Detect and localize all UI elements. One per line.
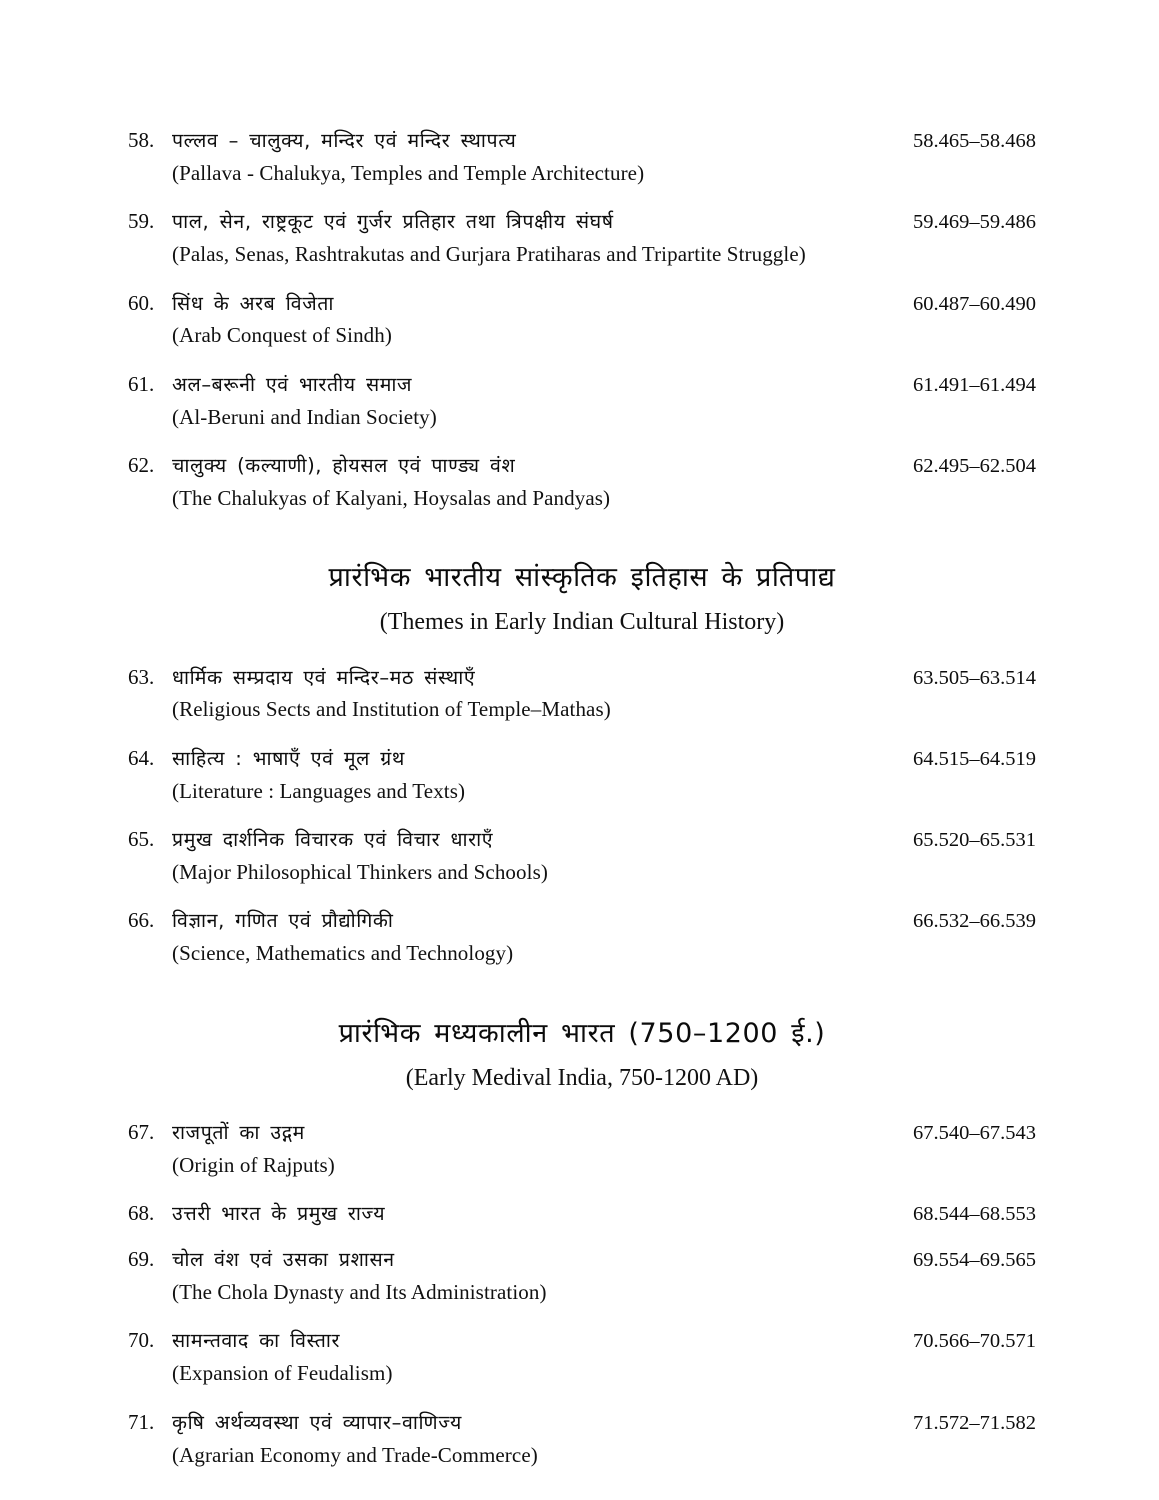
toc-entry[interactable] <box>128 827 1036 886</box>
toc-entry-title-hindi: पल्लव – चालुक्य, मन्दिर एवं मन्दिर स्थापत्य <box>172 129 517 152</box>
toc-entry-row <box>128 665 1036 724</box>
toc-entry[interactable] <box>128 453 1036 512</box>
toc-entry-title-english: (Palas, Senas, Rashtrakutas and Gurjara Pratiharas and Tripartite Struggle) <box>172 242 806 267</box>
toc-entry-title-english: (Al-Beruni and Indian Society) <box>172 404 437 429</box>
toc-entry-body <box>172 1411 886 1469</box>
toc-entry-title-english: (The Chola Dynasty and Its Administration) <box>172 1280 547 1305</box>
toc-entry-title-hindi: राजपूतों का उद्गम <box>172 1120 305 1144</box>
toc-content <box>128 128 1036 1491</box>
toc-entry-body <box>172 909 886 967</box>
toc-entry-title-hindi: पाल, सेन, राष्ट्रकूट एवं गुर्जर प्रतिहार तथा त्रिपक्षीय संघर्ष <box>172 210 614 234</box>
toc-entry-number: 69. <box>128 1247 155 1272</box>
toc-entry-number: 70. <box>128 1328 155 1353</box>
toc-entry-page-range[interactable]: 64.515–64.519 <box>913 747 1036 770</box>
toc-entry[interactable] <box>128 1410 1036 1469</box>
toc-entry-number: 63. <box>128 664 155 689</box>
toc-entry-body <box>172 373 886 431</box>
toc-entry-number: 61. <box>128 371 155 396</box>
toc-entry-page-range[interactable]: 65.520–65.531 <box>913 829 1036 852</box>
toc-entry-title-hindi: साहित्य : भाषाएँ एवं मूल ग्रंथ <box>172 746 405 770</box>
toc-entry-row <box>128 128 1036 187</box>
toc-entry-page-range[interactable]: 62.495–62.504 <box>913 455 1036 477</box>
section-heading-english: (Early Medival India, 750-1200 AD) <box>405 1064 759 1091</box>
toc-entry-title-hindi: उत्तरी भारत के प्रमुख राज्य <box>172 1202 386 1226</box>
toc-entry-row <box>128 1120 1036 1179</box>
toc-entry-number: 68. <box>128 1201 155 1226</box>
toc-entry-title-hindi: विज्ञान, गणित एवं प्रौद्योगिकी <box>172 909 394 933</box>
toc-entry[interactable] <box>128 1201 1036 1227</box>
toc-entry-row <box>128 908 1036 967</box>
toc-entry-page-range[interactable]: 61.491–61.494 <box>913 373 1036 396</box>
toc-entry[interactable] <box>128 1328 1036 1387</box>
toc-entry-row <box>128 453 1036 512</box>
toc-entry-title-hindi: सामन्तवाद का विस्तार <box>172 1329 341 1353</box>
toc-entry-title-english: (Expansion of Feudalism) <box>172 1361 393 1386</box>
toc-entry-title-english: (Religious Sects and Institution of Temple–Mathas) <box>172 697 611 722</box>
toc-entry-number: 60. <box>128 290 155 315</box>
toc-entry-number: 59. <box>128 209 155 234</box>
toc-entry-number: 67. <box>128 1119 155 1144</box>
toc-entry-page-range[interactable]: 70.566–70.571 <box>913 1330 1036 1353</box>
toc-entry-body <box>172 129 886 187</box>
section-heading-hindi: प्रारंभिक भारतीय सांस्कृतिक इतिहास के प्रतिपाद्य <box>328 562 836 594</box>
toc-entry[interactable] <box>128 1120 1036 1179</box>
toc-entry-body <box>172 666 886 724</box>
toc-entry-row <box>128 291 1036 350</box>
section-heading <box>128 1016 1036 1094</box>
toc-entry-body <box>172 454 886 512</box>
toc-entry[interactable] <box>128 209 1036 268</box>
toc-entry-page-range[interactable]: 69.554–69.565 <box>913 1249 1036 1272</box>
toc-entry-body <box>172 828 886 886</box>
toc-entry-page-range[interactable]: 67.540–67.543 <box>913 1121 1036 1144</box>
toc-entry-body <box>172 1202 886 1227</box>
toc-entry-body <box>172 210 886 268</box>
toc-entry[interactable] <box>128 128 1036 187</box>
toc-entry-page-range[interactable]: 66.532–66.539 <box>913 910 1036 933</box>
toc-entry-body <box>172 1248 886 1306</box>
toc-entry-page-range[interactable]: 58.465–58.468 <box>913 130 1036 152</box>
toc-entry-title-english: (Origin of Rajputs) <box>172 1152 335 1177</box>
toc-entry-page-range[interactable]: 59.469–59.486 <box>913 211 1036 234</box>
toc-entry-title-hindi: धार्मिक सम्प्रदाय एवं मन्दिर–मठ संस्थाएँ <box>172 665 476 689</box>
toc-entry-row <box>128 746 1036 805</box>
toc-entry-page-range[interactable]: 68.544–68.553 <box>913 1203 1036 1226</box>
toc-entry-title-english: (Pallava - Chalukya, Temples and Temple Architecture) <box>172 160 645 185</box>
section-heading-english: (Themes in Early Indian Cultural History) <box>379 609 785 636</box>
toc-entry-title-english: (Major Philosophical Thinkers and Schools) <box>172 859 548 884</box>
toc-entry[interactable] <box>128 1247 1036 1306</box>
toc-entry-title-english: (Arab Conquest of Sindh) <box>172 323 392 348</box>
toc-entry-page-range[interactable]: 60.487–60.490 <box>913 292 1036 315</box>
toc-entry-title-hindi: कृषि अर्थव्यवस्था एवं व्यापार–वाणिज्य <box>172 1410 462 1434</box>
toc-entry-title-english: (Literature : Languages and Texts) <box>172 778 466 803</box>
toc-entry-row <box>128 1328 1036 1387</box>
toc-entry-row <box>128 209 1036 268</box>
toc-entry-body <box>172 1121 886 1179</box>
toc-entry[interactable] <box>128 372 1036 431</box>
toc-entry-row <box>128 1410 1036 1469</box>
toc-entry-body <box>172 292 886 350</box>
toc-entry-title-english: (The Chalukyas of Kalyani, Hoysalas and Pandyas) <box>172 485 611 510</box>
toc-entry-body <box>172 1329 886 1387</box>
toc-entry-title-english: (Agrarian Economy and Trade-Commerce) <box>172 1442 538 1467</box>
toc-entry-page-range[interactable]: 63.505–63.514 <box>913 666 1036 689</box>
toc-entry-title-english: (Science, Mathematics and Technology) <box>172 941 514 966</box>
toc-entry-title-hindi: अल–बरूनी एवं भारतीय समाज <box>172 372 413 396</box>
toc-entry-row <box>128 827 1036 886</box>
toc-entry-row <box>128 1247 1036 1306</box>
section-heading-hindi: प्रारंभिक मध्यकालीन भारत (750–1200 ई.) <box>338 1017 826 1049</box>
section-heading <box>128 560 1036 638</box>
toc-entry-title-hindi: चोल वंश एवं उसका प्रशासन <box>172 1248 395 1272</box>
toc-entry-number: 66. <box>128 908 155 933</box>
toc-entry-number: 64. <box>128 745 155 770</box>
toc-entry[interactable] <box>128 291 1036 350</box>
toc-entry[interactable] <box>128 746 1036 805</box>
toc-entry[interactable] <box>128 908 1036 967</box>
toc-entry-number: 71. <box>128 1409 155 1434</box>
toc-entry-number: 62. <box>128 453 155 477</box>
toc-entry-body <box>172 747 886 805</box>
toc-entry-title-hindi: सिंध के अरब विजेता <box>172 291 335 315</box>
toc-entry-title-hindi: चालुक्य (कल्याणी), होयसल एवं पाण्ड्य वंश <box>172 454 516 477</box>
toc-entry-number: 65. <box>128 827 155 852</box>
toc-entry-number: 58. <box>128 128 155 152</box>
toc-entry[interactable] <box>128 665 1036 724</box>
toc-entry-page-range[interactable]: 71.572–71.582 <box>913 1411 1036 1434</box>
toc-entry-title-hindi: प्रमुख दार्शनिक विचारक एवं विचार धाराएँ <box>172 828 494 852</box>
toc-entry-row <box>128 1201 1036 1227</box>
toc-entry-row <box>128 372 1036 431</box>
